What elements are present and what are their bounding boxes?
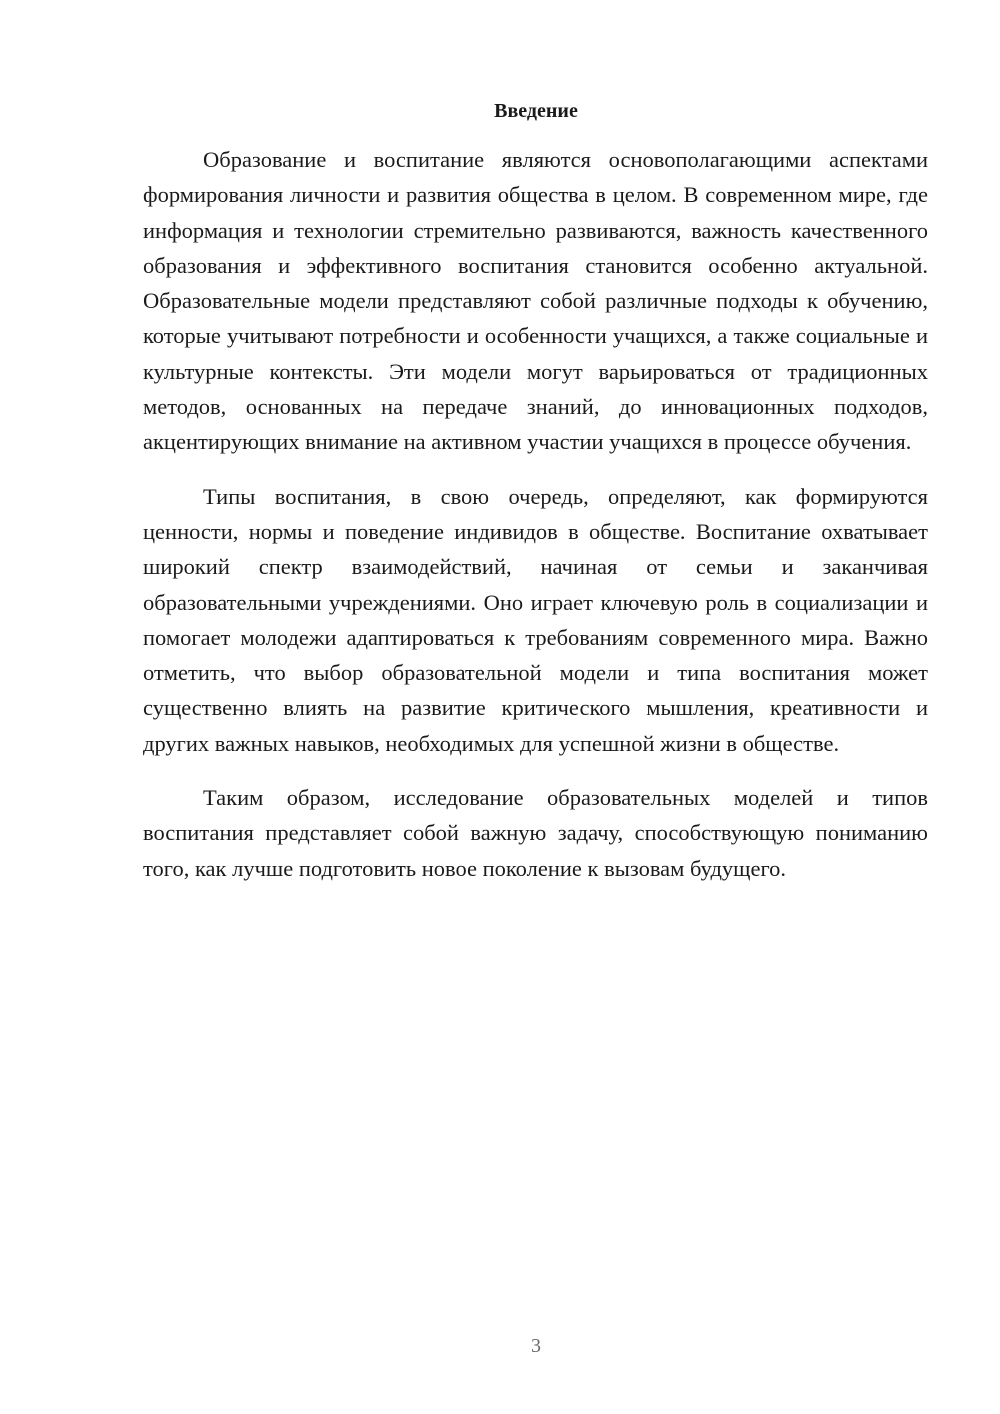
page-number: 3 [531,1335,541,1357]
paragraph-1: Образование и воспитание являются основополагающими аспектами формирования личности и развития общества в целом. В современном мире, где информация и технологии стремительно развиваются, важность качественного образования и эффективного воспитания становится особенно актуальной. Образовательные модели представляют собой различные подходы к обучению, которые учитывают потребности и особенности учащихся, а также социальные и культурные контексты. Эти модели могут варьироваться от традиционных методов, основанных на передаче знаний, до инновационных подходов, акцентирующих внимание на активном участии учащихся в процессе обучения. [143,147,928,455]
paragraph-2: Типы воспитания, в свою очередь, определяют, как формируются ценности, нормы и поведение индивидов в обществе. Воспитание охватывает широкий спектр взаимодействий, начиная от семьи и заканчивая образовательными учреждениями. Оно играет ключевую роль в социализации и помогает молодежи адаптироваться к требованиям современного мира. Важно отметить, что выбор образовательной модели и типа воспитания может существенно влиять на развитие критического мышления, креативности и других важных навыков, необходимых для успешной жизни в обществе. [143,483,928,756]
paragraph-3: Таким образом, исследование образовательных моделей и типов воспитания представляет собой важную задачу, способствующую пониманию того, как лучше подготовить новое поколение к вызовам будущего. [143,785,928,881]
page-title: Введение [494,100,578,122]
document-body [143,142,928,905]
